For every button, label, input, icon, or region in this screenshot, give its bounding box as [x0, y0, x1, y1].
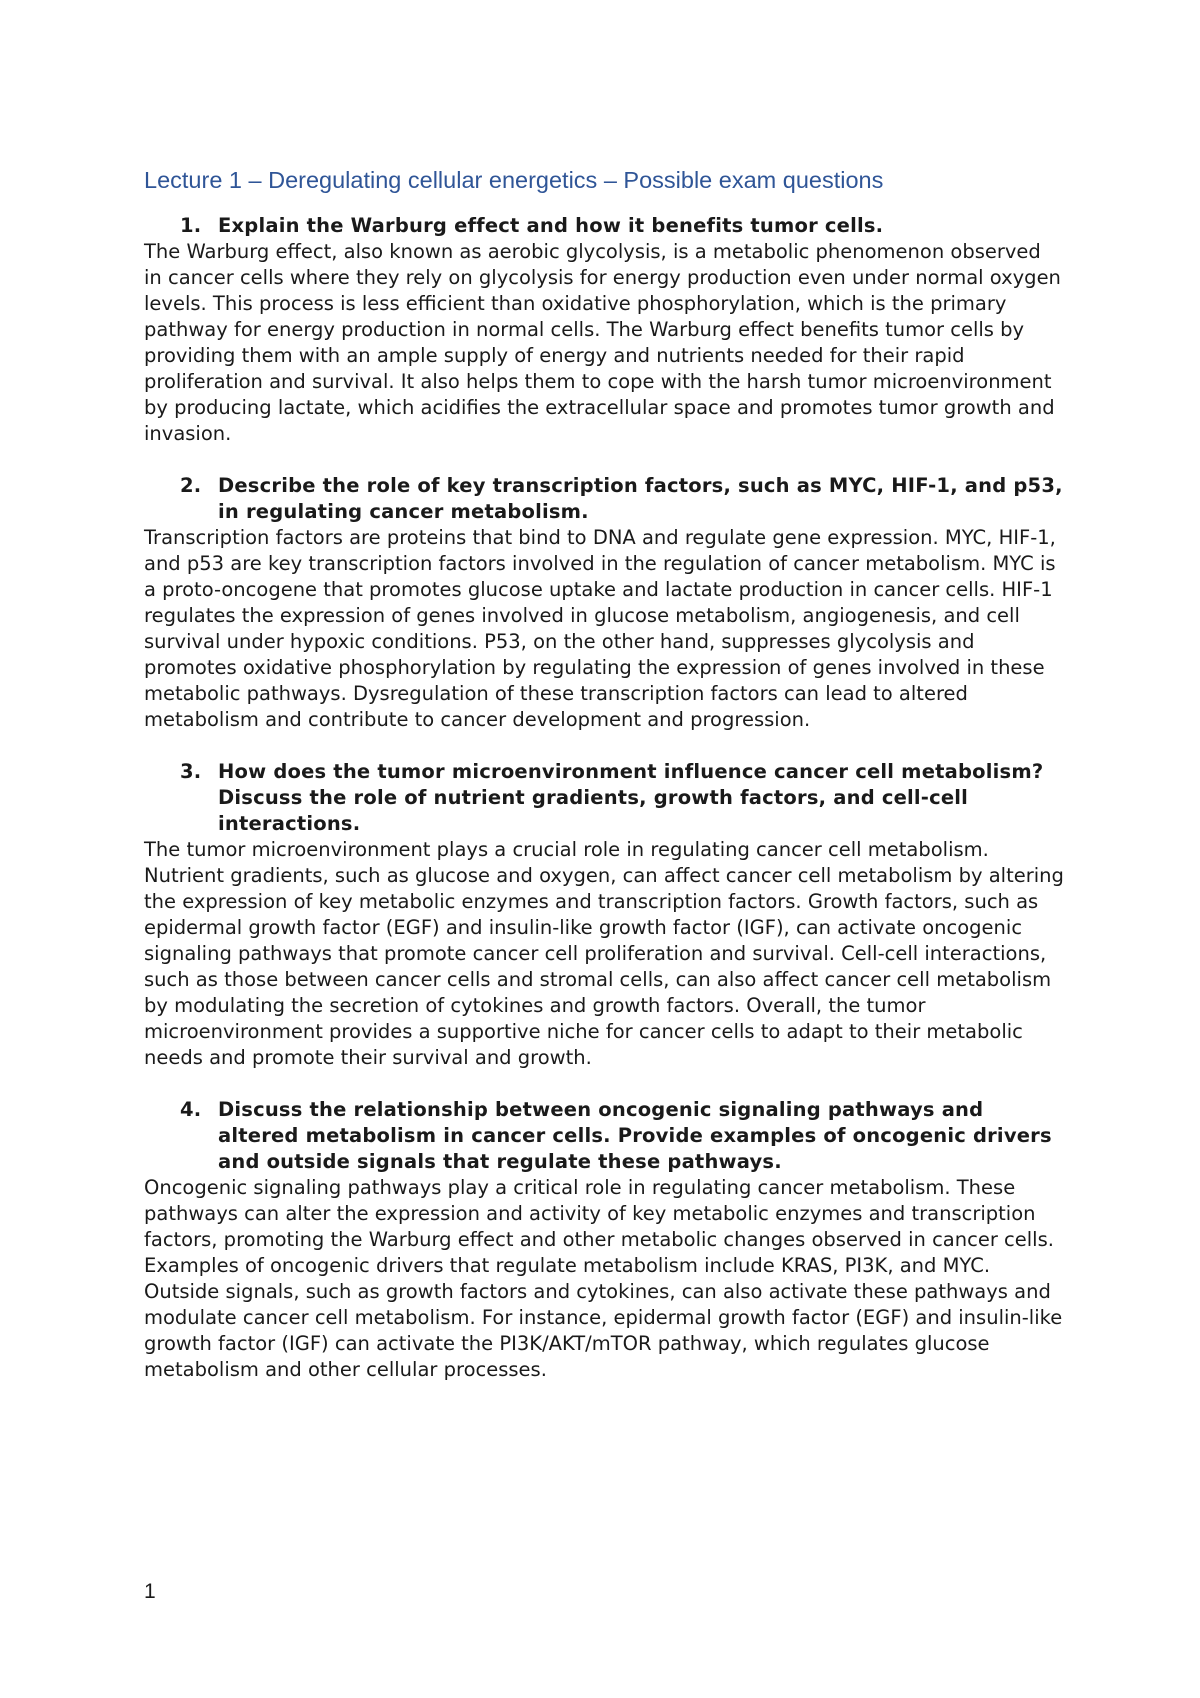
question-text: How does the tumor microenvironment influence cancer cell metabolism? Discuss the role of nutrient gradients, growth factors, and cell-cell interactions. [218, 760, 1044, 835]
question-number: 3. [180, 760, 202, 783]
document-body [144, 165, 1064, 1409]
answer-paragraph: Transcription factors are proteins that bind to DNA and regulate gene expression. MYC, HIF-1, and p53 are key transcription factors involved in the regulation of cancer metabolism. MYC is a proto-oncogene that promotes glucose uptake and lactate production in cancer cells. HIF-1 regulates the expression of genes involved in glucose metabolism, angiogenesis, and cell survival under hypoxic conditions. P53, on the other hand, suppresses glycolysis and promotes oxidative phosphorylation by regulating the expression of genes involved in these metabolic pathways. Dysregulation of these transcription factors can lead to altered metabolism and contribute to cancer development and progression. [144, 526, 1056, 731]
page-number: 1 [144, 1580, 156, 1603]
question-text: Describe the role of key transcription factors, such as MYC, HIF-1, and p53, in regulating cancer metabolism. [218, 474, 1063, 523]
question-number: 4. [180, 1098, 202, 1121]
question-item [144, 213, 1064, 447]
question-item [144, 1097, 1064, 1383]
question-item [144, 759, 1064, 1071]
question-number: 1. [180, 214, 202, 237]
question-text: Discuss the relationship between oncogenic signaling pathways and altered metabolism in cancer cells. Provide examples of oncogenic drivers and outside signals that regulate these pathways. [218, 1098, 1052, 1173]
question-heading [144, 759, 1064, 837]
answer-paragraph: The Warburg effect, also known as aerobic glycolysis, is a metabolic phenomenon observed in cancer cells where they rely on glycolysis for energy production even under normal oxygen levels. This process is less efficient than oxidative phosphorylation, which is the primary pathway for energy production in normal cells. The Warburg effect benefits tumor cells by providing them with an ample supply of energy and nutrients needed for their rapid proliferation and survival. It also helps them to cope with the harsh tumor microenvironment by producing lactate, which acidifies the extracellular space and promotes tumor growth and invasion. [144, 240, 1061, 445]
document-title: Lecture 1 – Deregulating cellular energetics – Possible exam questions [144, 167, 884, 193]
question-heading [144, 213, 1064, 239]
question-number: 2. [180, 474, 202, 497]
question-heading [144, 1097, 1064, 1175]
question-item [144, 473, 1064, 733]
question-text: Explain the Warburg effect and how it benefits tumor cells. [218, 214, 884, 237]
answer-paragraph: Oncogenic signaling pathways play a critical role in regulating cancer metabolism. These pathways can alter the expression and activity of key metabolic enzymes and transcription factors, promoting the Warburg effect and other metabolic changes observed in cancer cells. Examples of oncogenic drivers that regulate metabolism include KRAS, PI3K, and MYC. Outside signals, such as growth factors and cytokines, can also activate these pathways and modulate cancer cell metabolism. For instance, epidermal growth factor (EGF) and insulin-like growth factor (IGF) can activate the PI3K/AKT/mTOR pathway, which regulates glucose metabolism and other cellular processes. [144, 1176, 1063, 1381]
answer-paragraph: The tumor microenvironment plays a crucial role in regulating cancer cell metabolism. Nutrient gradients, such as glucose and oxygen, can affect cancer cell metabolism by altering the expression of key metabolic enzymes and transcription factors. Growth factors, such as epidermal growth factor (EGF) and insulin-like growth factor (IGF), can activate oncogenic signaling pathways that promote cancer cell proliferation and survival. Cell-cell interactions, such as those between cancer cells and stromal cells, can also affect cancer cell metabolism by modulating the secretion of cytokines and growth factors. Overall, the tumor microenvironment provides a supportive niche for cancer cells to adapt to their metabolic needs and promote their survival and growth. [144, 838, 1064, 1069]
question-heading [144, 473, 1064, 525]
